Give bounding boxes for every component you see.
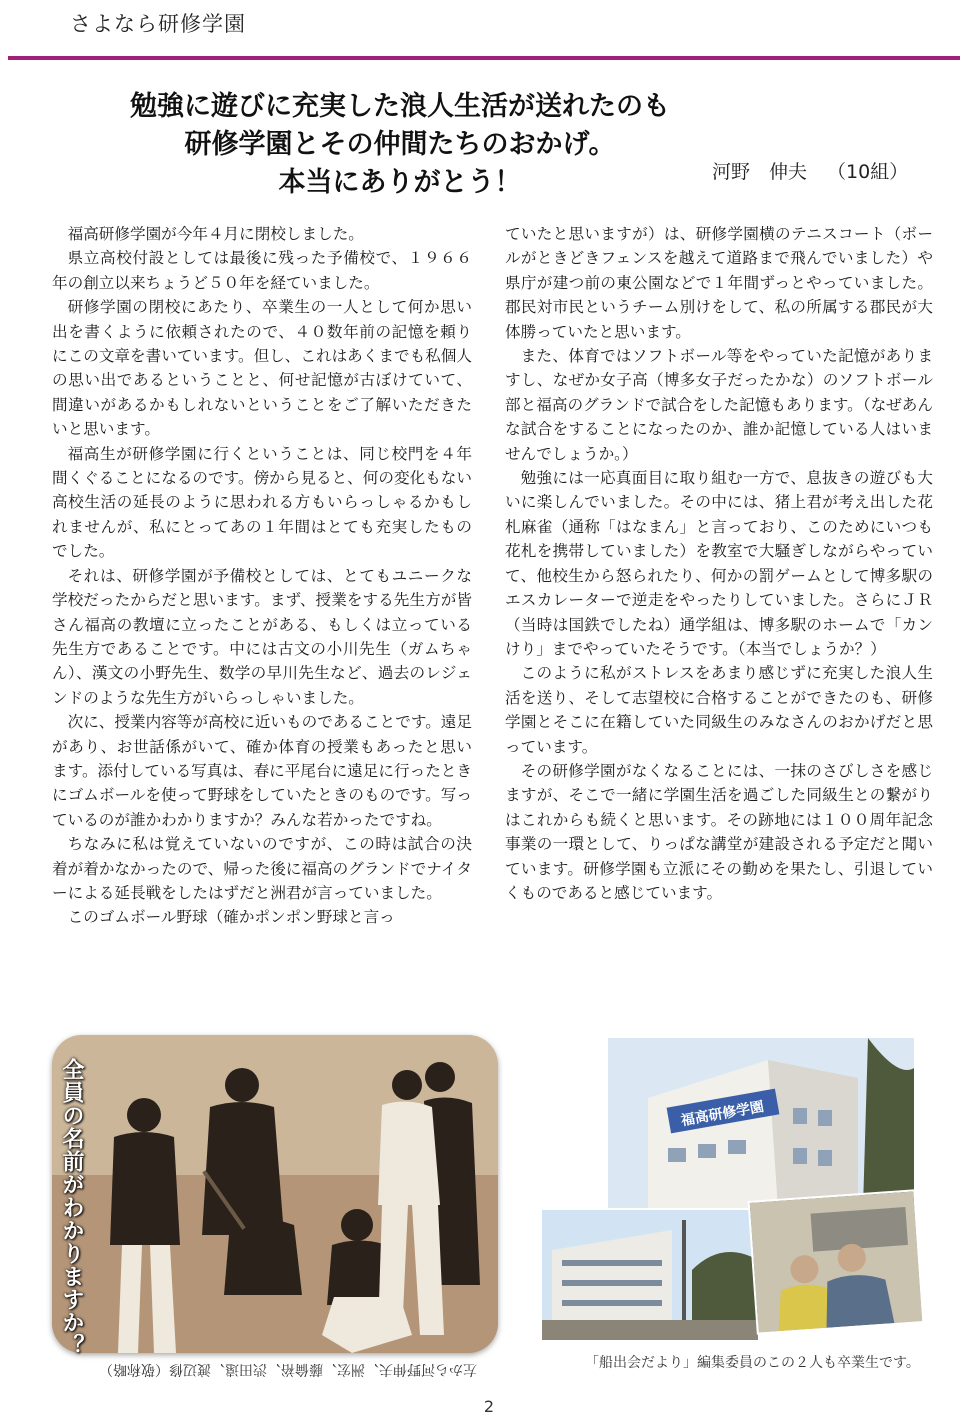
- headline-line-3: 本当にありがとう！: [278, 167, 522, 198]
- headline-line-2: 研修学園とその仲間たちのおかげ。: [184, 129, 616, 160]
- paragraph: 福高研修学園が今年４月に閉校しました。: [67, 225, 364, 243]
- old-building-image: [542, 1210, 758, 1340]
- paragraph: 県立高校付設としては最後に残った予備校で、１９６６年の創立以来ちょうど５０年を経ていました。: [52, 249, 472, 292]
- paragraph: 勉強には一応真面目に取り組む一方で、息抜きの遊びも大いに楽しんでいました。その中には、猪上君が考え出した花札麻雀（通称「はなまん」と言っており、このためにいつも花札を携帯していました）を教室で大騒ぎしながらやっていて、他校生から怒られたり、何かの罰ゲームとして博多駅のエスカレーターで逆走をやったりしていました。さらにＪＲ（当時は国鉄でしたね）通学組は、博多駅のホームで「カンけり」までやっていたそうです。（本当でしょうか？）: [505, 469, 933, 658]
- building-sign: 福高研修学園: [679, 1098, 766, 1130]
- paragraph: ちなみに私は覚えていないのですが、この時は試合の決着が着かなかったので、帰った後に福高のグランドでナイターによる延長戦をしたはずだと洲君が言っていました。: [52, 835, 472, 902]
- group-photo-caption: 左から河野伸夫、洲宏、藤倫裕、渋田遠、渡辺修（敬称略）: [99, 1361, 477, 1377]
- group-photo-image: [52, 1035, 498, 1353]
- paragraph: それは、研修学園が予備校としては、とてもユニークな学校だったからだと思います。まず、授業をする先生方が皆さん福高の教壇に立ったことがある、もしくは立っている先生方であることです。中には古文の小川先生（ガムちゃん）、漢文の小野先生、数学の早川先生など、過去のレジェンドのような先生方がいらっしゃいました。: [52, 566, 472, 707]
- old-building-photo: [540, 1208, 760, 1342]
- alumni-photo: [748, 1189, 925, 1334]
- author-name: 河野 伸夫: [712, 161, 808, 183]
- article-column-right: [505, 222, 933, 905]
- paragraph: その研修学園がなくなることには、一抹のさびしさを感じますが、そこで一緒に学園生活を過ごした同級生との繋がりはこれからも続くと思います。その跡地には１００周年記念事業の一環として、りっぱな講堂が建設される予定だと聞いています。研修学園も立派にその勤めを果たし、引退していくものであると感じています。: [505, 761, 933, 902]
- paragraph: 研修学園の閉校にあたり、卒業生の一人として何か思い出を書くように依頼されたので、４０数年前の記憶を頼りにこの文章を書いています。但し、これはあくまでも私個人の思い出であるということと、何せ記憶が古ぼけていて、間違いがあるかもしれないということをご了解いただきたいと思います。: [52, 298, 472, 439]
- paragraph: ていたと思いますが）は、研修学園横のテニスコート（ボールがときどきフェンスを越えて道路まで飛んでいました）や県庁が建つ前の東公園などで１年間ずっとやっていました。郡民対市民というチーム別けをして、私の所属する郡民が大体勝っていたと思います。: [505, 225, 933, 341]
- article-headline: [60, 88, 740, 202]
- author-byline: [712, 157, 908, 184]
- header-divider: [8, 56, 960, 60]
- paragraph: このように私がストレスをあまり感じずに充実した浪人生活を送り、そして志望校に合格することができたのも、研修学園とそこに在籍していた同級生のみなさんのおかげだと思っています。: [505, 664, 933, 756]
- paragraph: 次に、授業内容等が高校に近いものであることです。遠足があり、お世話係がいて、確か体育の授業もあったと思います。添付している写真は、春に平尾台に遠足に行ったときにゴムボールを使って野球をしていたときのものです。写っているのが誰かわかりますか？みんな若かったですね。: [52, 713, 472, 829]
- page-number: 2: [483, 1397, 495, 1416]
- alumni-image: [750, 1191, 923, 1332]
- photo-question-caption: 全員の名前がわかりますか？: [59, 1058, 84, 1357]
- alumni-photo-caption: 「船出会だより」編集委員のこの２人も卒業生です。: [585, 1355, 920, 1371]
- section-title: さよなら研修学園: [70, 12, 246, 36]
- paragraph: このゴムボール野球（確かポンポン野球と言っ: [67, 908, 395, 927]
- paragraph: 福高生が研修学園に行くということは、同じ校門を４年間くぐることになるのです。傍から見ると、何の変化もない高校生活の延長のように思われる方もいらっしゃるかもしれませんが、私にとってあの１年間はとても充実したものでした。: [52, 444, 472, 561]
- author-class: （10組）: [827, 161, 909, 183]
- group-photo: [52, 1035, 498, 1353]
- headline-line-1: 勉強に遊びに充実した浪人生活が送れたのも: [130, 91, 670, 122]
- article-column-left: [52, 222, 472, 930]
- paragraph: また、体育ではソフトボール等をやっていた記憶がありますし、なぜか女子高（博多女子だったかな）のソフトボール部と福高のグランドで試合をした記憶もあります。（なぜあんな試合をすることになったのか、誰か記憶している人はいませんでしょうか。）: [505, 347, 933, 463]
